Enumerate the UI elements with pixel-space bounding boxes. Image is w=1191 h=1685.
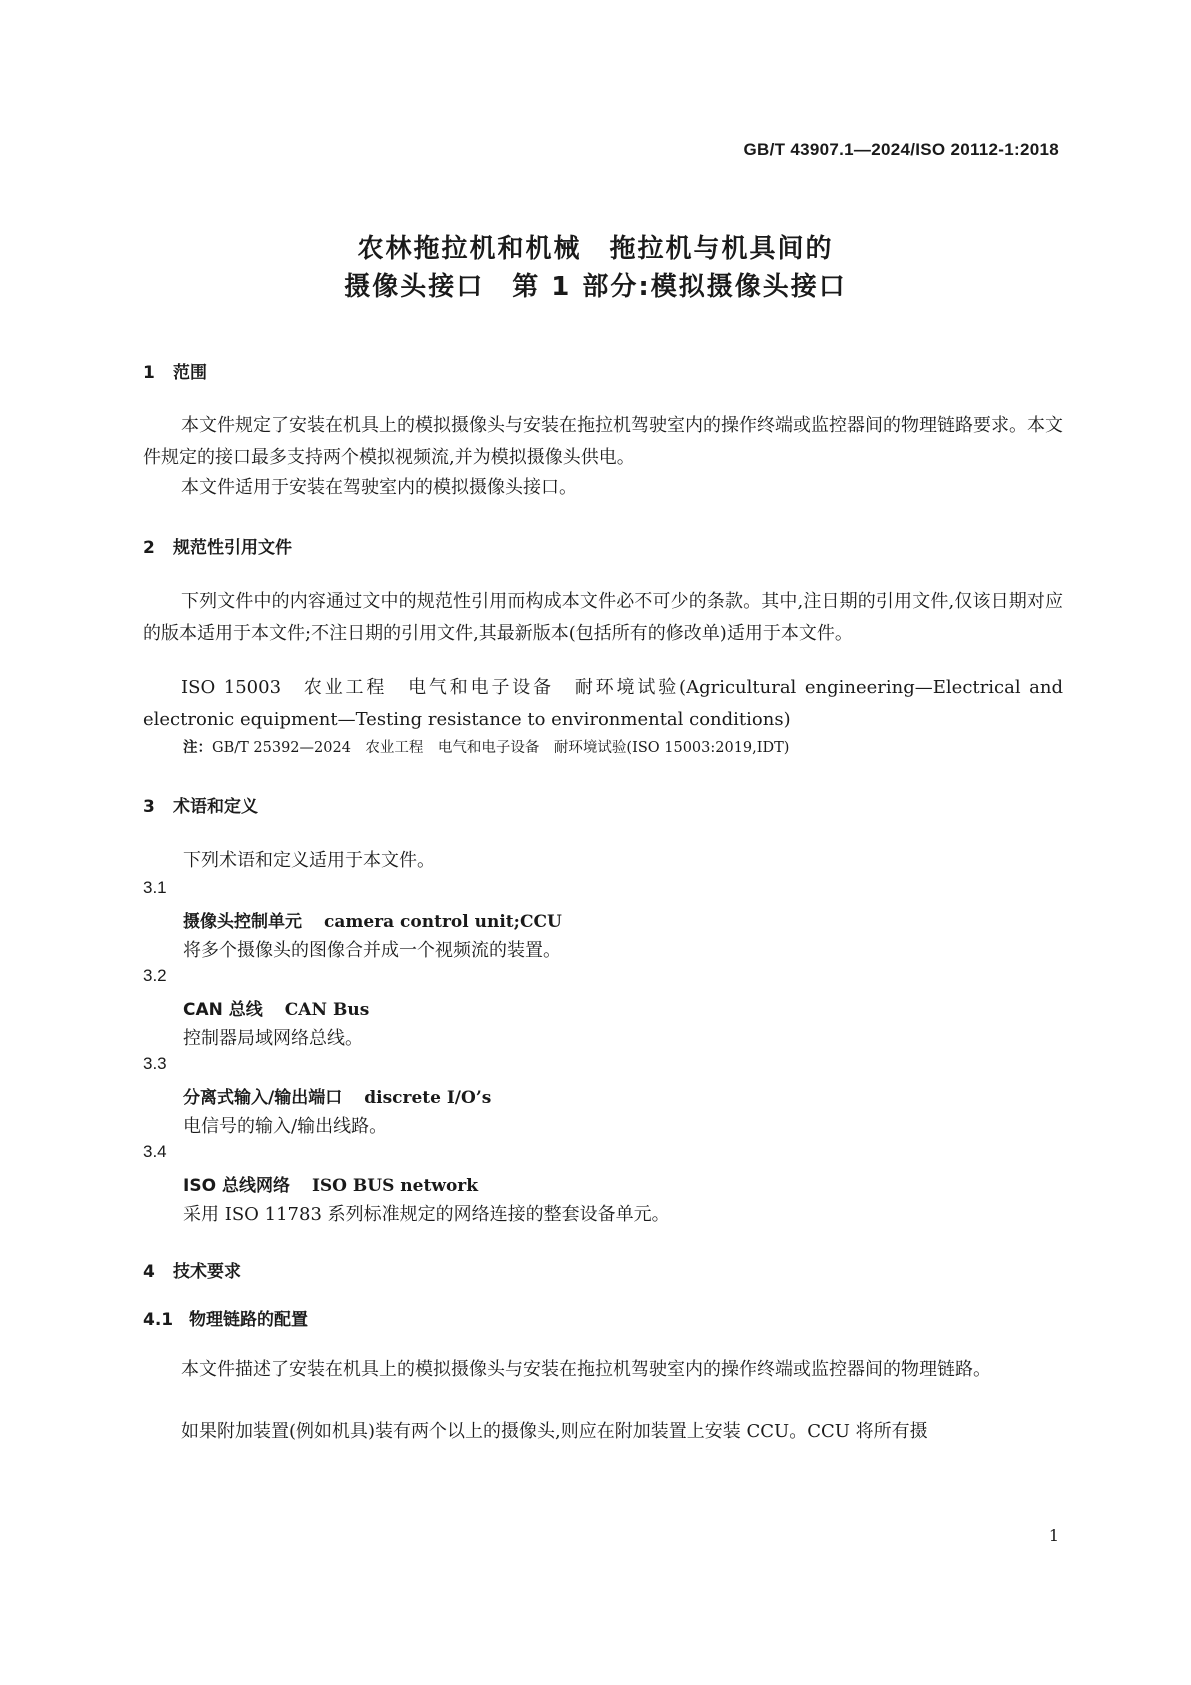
section-4-1-paragraph-2: 如果附加装置(例如机具)装有两个以上的摄像头,则应在附加装置上安装 CCU。CCU 将所有摄 bbox=[181, 1421, 928, 1442]
page-number: 1 bbox=[1048, 1526, 1059, 1545]
document-title-line-1: 农林拖拉机和机械 拖拉机与机具间的 bbox=[357, 234, 834, 264]
section-4-1-title: 物理链路的配置 bbox=[189, 1310, 308, 1330]
term-en: ISO BUS network bbox=[311, 1176, 479, 1196]
reference-code: ISO 15003 bbox=[181, 677, 282, 698]
term-entry bbox=[183, 1083, 491, 1108]
section-4-heading bbox=[143, 1257, 241, 1282]
section-3-title: 术语和定义 bbox=[173, 797, 258, 817]
section-2-heading bbox=[143, 533, 292, 558]
term-number: 3.3 bbox=[143, 1054, 167, 1073]
section-1-number: 1 bbox=[143, 363, 155, 383]
section-2-number: 2 bbox=[143, 538, 155, 558]
section-1-paragraph-1: 本文件规定了安装在机具上的模拟摄像头与安装在拖拉机驾驶室内的操作终端或监控器间的物理链路要求。本文件规定的接口最多支持两个模拟视频流,并为模拟摄像头供电。 bbox=[143, 415, 1063, 468]
section-4-1-number: 4.1 bbox=[143, 1310, 174, 1330]
term-definition: 采用 ISO 11783 系列标准规定的网络连接的整套设备单元。 bbox=[183, 1204, 670, 1225]
normative-reference bbox=[143, 672, 1063, 736]
term-definition: 将多个摄像头的图像合并成一个视频流的装置。 bbox=[183, 940, 561, 961]
section-4-number: 4 bbox=[143, 1262, 155, 1282]
term-entry bbox=[183, 907, 562, 932]
standard-code: GB/T 43907.1—2024/ISO 20112-1:2018 bbox=[743, 140, 1059, 159]
term-definition: 电信号的输入/输出线路。 bbox=[183, 1116, 388, 1137]
section-3-heading bbox=[143, 792, 258, 817]
section-1-paragraph-2: 本文件适用于安装在驾驶室内的模拟摄像头接口。 bbox=[181, 477, 577, 498]
section-3-intro: 下列术语和定义适用于本文件。 bbox=[183, 850, 435, 871]
note-label: 注： bbox=[183, 740, 212, 756]
section-2-title: 规范性引用文件 bbox=[173, 538, 292, 558]
section-1-heading bbox=[143, 358, 207, 383]
term-entry bbox=[183, 995, 369, 1020]
term-zh: CAN 总线 bbox=[183, 1000, 263, 1020]
term-en: discrete I/O’s bbox=[364, 1088, 492, 1108]
section-4-1-heading bbox=[143, 1305, 308, 1330]
term-zh: 分离式输入/输出端口 bbox=[183, 1088, 343, 1108]
reference-title: 农业工程 电气和电子设备 耐环境试验(Agricultural engineering—Electrical and electronic equipment—Testing resistance to environmental conditions) bbox=[143, 677, 1063, 730]
section-4-title: 技术要求 bbox=[173, 1262, 241, 1282]
section-4-1-paragraph-1: 本文件描述了安装在机具上的模拟摄像头与安装在拖拉机驾驶室内的操作终端或监控器间的物理链路。 bbox=[181, 1359, 991, 1380]
section-3-number: 3 bbox=[143, 797, 155, 817]
term-definition: 控制器局域网络总线。 bbox=[183, 1028, 363, 1049]
term-number: 3.2 bbox=[143, 966, 167, 985]
term-number: 3.4 bbox=[143, 1142, 167, 1161]
term-entry bbox=[183, 1171, 478, 1196]
term-zh: 摄像头控制单元 bbox=[183, 912, 302, 932]
reference-note bbox=[183, 736, 789, 757]
document-title-line-2: 摄像头接口 第 1 部分:模拟摄像头接口 bbox=[344, 272, 847, 302]
section-1-title: 范围 bbox=[173, 363, 207, 383]
term-number: 3.1 bbox=[143, 878, 167, 897]
section-2-paragraph-1: 下列文件中的内容通过文中的规范性引用而构成本文件必不可少的条款。其中,注日期的引用文件,仅该日期对应的版本适用于本文件;不注日期的引用文件,其最新版本(包括所有的修改单)适用于本文件。 bbox=[143, 591, 1063, 644]
term-zh: ISO 总线网络 bbox=[183, 1176, 290, 1196]
term-en: camera control unit;CCU bbox=[324, 912, 562, 932]
note-text: GB/T 25392—2024 农业工程 电气和电子设备 耐环境试验(ISO 15003:2019,IDT) bbox=[212, 740, 790, 756]
term-en: CAN Bus bbox=[284, 1000, 370, 1020]
